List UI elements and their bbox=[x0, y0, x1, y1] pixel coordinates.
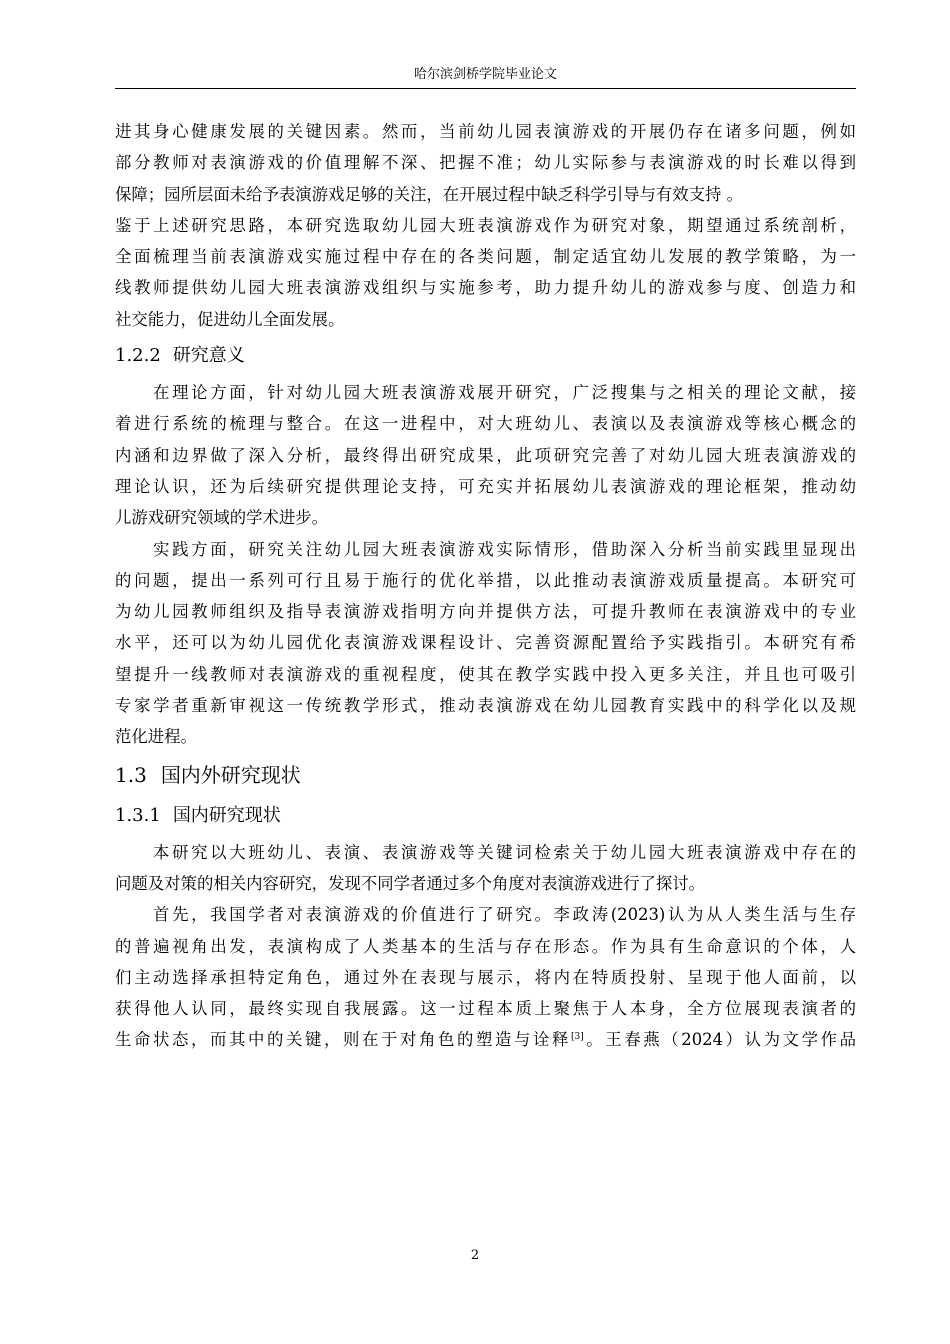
paragraph-value-research bbox=[115, 899, 856, 1055]
section-number: 1.2.2 bbox=[115, 345, 161, 367]
text-line: 鉴于上述研究思路，本研究选取幼儿园大班表演游戏作为研究对象，期望通过系统剖析， bbox=[115, 215, 856, 235]
text-line: 范化进程。 bbox=[115, 727, 197, 747]
page-body bbox=[115, 116, 856, 1056]
text-line: 首先，我国学者对表演游戏的价值进行了研究。李政涛(2023)认为从人类生活与生存 bbox=[153, 905, 856, 925]
text-line: 理论认识，还为后续研究提供理论支持，可充实并拓展幼儿表演游戏的理论框架，推动幼 bbox=[115, 476, 856, 496]
section-title: 国内研究现状 bbox=[172, 804, 281, 826]
text-line: 全面梳理当前表演游戏实施过程中存在的各类问题，制定适宜幼儿发展的教学策略，为一 bbox=[115, 247, 856, 267]
text-line: 问题及对策的相关内容研究，发现不同学者通过多个角度对表演游戏进行了探讨。 bbox=[115, 873, 706, 893]
text-line: 的普遍视角出发，表演构成了人类基本的生活与存在形态。作为具有生命意识的个体，人 bbox=[115, 936, 856, 956]
section-heading-1-3-1 bbox=[115, 797, 856, 835]
paragraph-intro-continued bbox=[115, 116, 856, 335]
citation-reference: [3] bbox=[570, 1032, 584, 1043]
text-line: 实践方面，研究关注幼儿园大班表演游戏实际情形，借助深入分析当前实践里显现出 bbox=[153, 539, 856, 559]
text-line: 的问题，提出一系列可行且易于施行的优化举措，以此推动表演游戏质量提高。本研究可 bbox=[115, 570, 856, 590]
text-line: 内涵和边界做了深入分析，最终得出研究成果，此项研究完善了对幼儿园大班表演游戏的 bbox=[115, 445, 856, 465]
text-line bbox=[115, 1024, 856, 1055]
text-line: 本研究以大班幼儿、表演、表演游戏等关键词检索关于幼儿园大班表演游戏中存在的 bbox=[153, 842, 856, 862]
text-line: 在理论方面，针对幼儿园大班表演游戏展开研究，广泛搜集与之相关的理论文献，接 bbox=[153, 383, 856, 403]
section-title: 研究意义 bbox=[172, 345, 245, 367]
text-line: 着进行系统的梳理与整合。在这一进程中，对大班幼儿、表演以及表演游戏等核心概念的 bbox=[115, 414, 856, 434]
section-title: 国内外研究现状 bbox=[160, 762, 301, 787]
text-line: 水平，还可以为幼儿园优化表演游戏课程设计、完善资源配置给予实践指引。本研究有希 bbox=[115, 633, 856, 653]
section-number: 1.3 bbox=[115, 762, 147, 787]
paragraph-theory bbox=[115, 377, 856, 533]
section-heading-1-3 bbox=[115, 755, 856, 795]
text-line: 保障；园所层面未给予表演游戏足够的关注，在开展过程中缺乏科学引导与有效支持 。 bbox=[115, 184, 744, 204]
text-line: 进其身心健康发展的关键因素。然而，当前幼儿园表演游戏的开展仍存在诸多问题，例如 bbox=[115, 122, 856, 141]
section-number: 1.3.1 bbox=[115, 804, 161, 826]
text-line: 为幼儿园教师组织及指导表演游戏指明方向并提供方法，可提升教师在表演游戏中的专业 bbox=[115, 602, 856, 622]
text-line: 专家学者重新审视这一传统教学形式，推动表演游戏在幼儿园教育实践中的科学化以及规 bbox=[115, 696, 856, 716]
text-line: 社交能力，促进幼儿全面发展。 bbox=[115, 309, 345, 329]
text-line: 们主动选择承担特定角色，通过外在表现与展示，将内在特质投射、呈现于他人面前，以 bbox=[115, 967, 856, 987]
text-segment: 生命状态，而其中的关键，则在于对角色的塑造与诠释 bbox=[115, 1030, 571, 1050]
text-line: 儿游戏研究领域的学术进步。 bbox=[115, 508, 329, 528]
text-line: 部分教师对表演游戏的价值理解不深、把握不准；幼儿实际参与表演游戏的时长难以得到 bbox=[115, 153, 856, 173]
text-line: 线教师提供幼儿园大班表演游戏组织与实施参考，助力提升幼儿的游戏参与度、创造力和 bbox=[115, 278, 856, 298]
running-header: 哈尔滨剑桥学院毕业论文 bbox=[413, 67, 557, 82]
text-segment: 。王春燕（2024）认为文学作品 bbox=[583, 1030, 856, 1050]
text-line: 获得他人认同，最终实现自我展露。这一过程本质上聚焦于人本身，全方位展现表演者的 bbox=[115, 999, 856, 1019]
header-rule bbox=[115, 88, 856, 89]
paragraph-search bbox=[115, 837, 856, 900]
page-number: 2 bbox=[470, 1248, 480, 1263]
section-heading-1-2-2 bbox=[115, 337, 856, 375]
paragraph-practice bbox=[115, 534, 856, 753]
text-line: 望提升一线教师对表演游戏的重视程度，使其在教学实践中投入更多关注，并且也可吸引 bbox=[115, 664, 856, 684]
